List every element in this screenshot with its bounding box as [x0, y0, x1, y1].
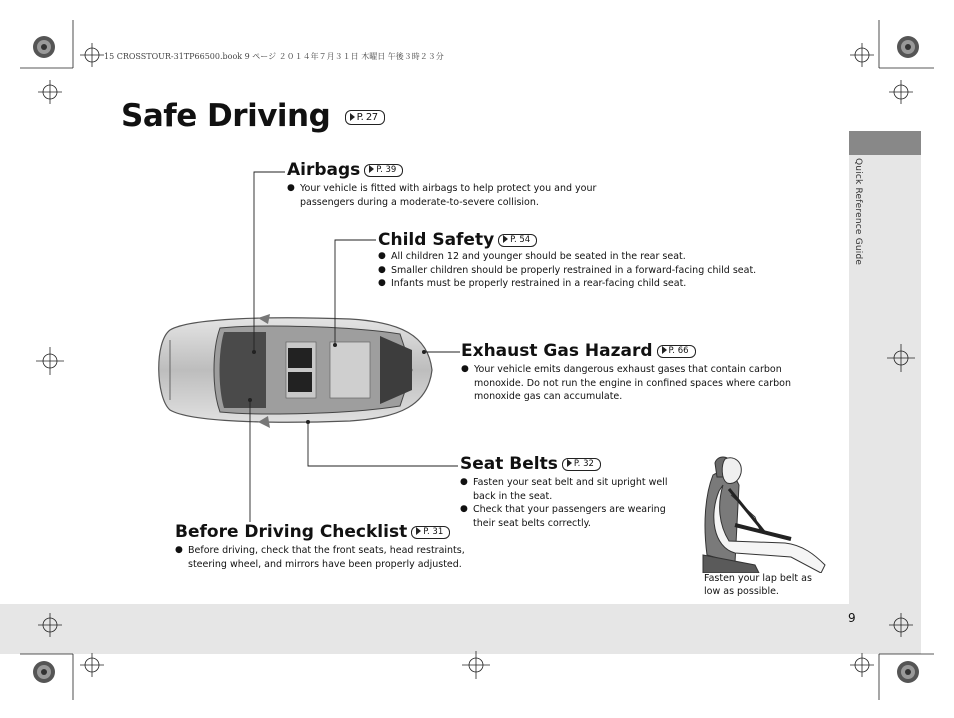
print-header: 15 CROSSTOUR-31TP66500.book 9 ページ ２０１４年７月３１日 木曜日 午後３時２３分: [104, 52, 444, 61]
page-number: 9: [848, 611, 856, 625]
exhaust-ref-link[interactable]: P. 66: [657, 345, 696, 358]
seat-belts-ref-link[interactable]: P. 32: [562, 458, 601, 471]
seat-belts-heading: Seat Belts P. 32: [460, 454, 690, 474]
seat-belts-bullet: ● Fasten your seat belt and sit upright well back in the seat.: [460, 476, 685, 503]
seat-belts-bullet: ● Check that your passengers are wearing their seat belts correctly.: [460, 503, 685, 530]
exhaust-heading: Exhaust Gas Hazard P. 66: [461, 341, 821, 361]
child-safety-bullet: ● All children 12 and younger should be seated in the rear seat.: [378, 250, 798, 264]
page-ref-link[interactable]: P. 27: [345, 110, 385, 125]
section-seat-belts: [460, 454, 690, 530]
side-tab-label: Quick Reference Guide: [853, 158, 863, 266]
checklist-ref-link[interactable]: P. 31: [411, 526, 450, 539]
airbags-ref-link[interactable]: P. 39: [364, 164, 403, 177]
arrow-right-icon: [369, 165, 374, 173]
arrow-right-icon: [662, 346, 667, 354]
section-checklist: [175, 522, 495, 571]
arrow-right-icon: [567, 459, 572, 467]
child-safety-heading: Child Safety P. 54: [378, 230, 798, 250]
arrow-right-icon: [503, 235, 508, 243]
section-exhaust: [461, 341, 821, 404]
child-safety-ref-link[interactable]: P. 54: [498, 234, 537, 247]
child-safety-bullet: ● Infants must be properly restrained in a rear-facing child seat.: [378, 277, 798, 291]
exhaust-bullet: ● Your vehicle emits dangerous exhaust gases that contain carbon monoxide. Do not run the engine in confined spaces where carbon monoxide gas can accumulate.: [461, 363, 813, 404]
section-child-safety: [378, 230, 798, 291]
arrow-right-icon: [416, 527, 421, 535]
lap-belt-caption: Fasten your lap belt as low as possible.: [704, 573, 812, 597]
airbags-heading: Airbags P. 39: [287, 160, 627, 180]
checklist-bullet: ● Before driving, check that the front seats, head restraints, steering wheel, and mirrors have been properly adjusted.: [175, 544, 485, 571]
checklist-heading: Before Driving Checklist P. 31: [175, 522, 495, 542]
section-airbags: [287, 160, 627, 209]
page-title-text: Safe Driving: [121, 98, 331, 134]
seated-driver-illustration: [695, 455, 830, 573]
airbags-bullet: ● Your vehicle is fitted with airbags to help protect you and your passengers during a moderate-to-severe collision.: [287, 182, 602, 209]
child-safety-bullet: ● Smaller children should be properly restrained in a forward-facing child seat.: [378, 264, 798, 278]
